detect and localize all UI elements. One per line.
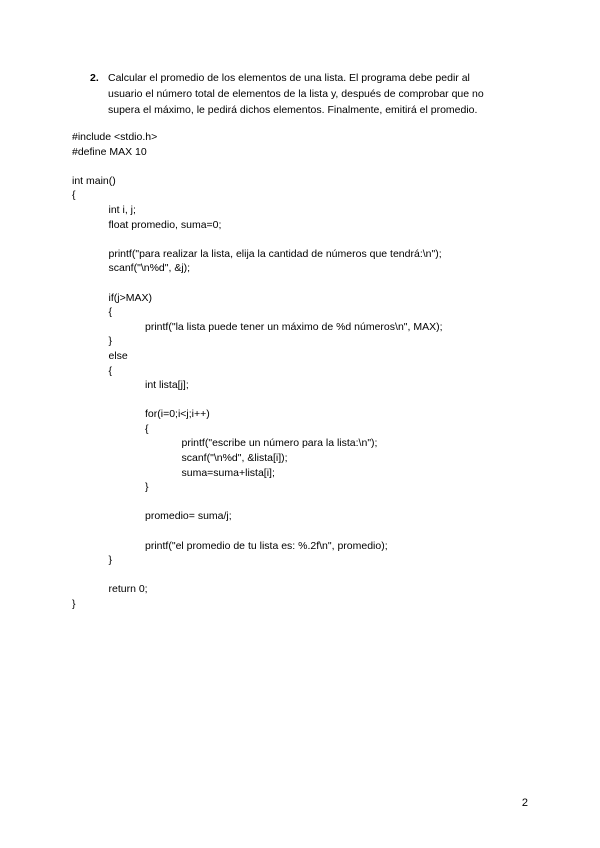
code-line: return 0;: [108, 583, 148, 596]
code-line: int i, j;: [108, 203, 136, 216]
code-line: scanf("\n%d", &lista[i]);: [181, 452, 288, 465]
code-line: for(i=0;i<j;i++): [145, 408, 210, 421]
code-line: #include <stdio.h>: [72, 131, 158, 143]
code-line: }: [72, 598, 76, 610]
code-line: int lista[j];: [145, 379, 189, 392]
code-line: float promedio, suma=0;: [108, 218, 222, 231]
code-line: printf("para realizar la lista, elija la cantidad de números que tendrá:\n");: [108, 247, 442, 260]
code-line: [72, 232, 443, 247]
code-line: int main(): [72, 174, 116, 187]
exercise-line: Calcular el promedio de los elementos de una lista. El programa debe pedir al: [108, 72, 470, 84]
code-line: #define MAX 10: [72, 145, 147, 158]
code-line: {: [108, 306, 113, 319]
code-line: printf("la lista puede tener un máximo de %d números\n", MAX);: [145, 320, 443, 333]
code-line: [72, 393, 443, 408]
page-number: 2: [521, 797, 528, 809]
exercise-number: 2.: [90, 72, 99, 84]
code-line: [72, 568, 443, 583]
exercise-line: supera el máximo, le pedirá dichos elementos. Finalmente, emitirá el promedio.: [108, 104, 478, 116]
code-line: [72, 524, 443, 539]
code-listing: [72, 130, 443, 612]
exercise-line: usuario el número total de elementos de la lista y, después de comprobar que no: [108, 88, 484, 100]
code-line: printf("el promedio de tu lista es: %.2f\n", promedio);: [145, 539, 388, 552]
code-line: else: [108, 349, 128, 362]
code-line: scanf("\n%d", &j);: [108, 262, 191, 275]
code-line: }: [108, 335, 113, 348]
code-line: promedio= suma/j;: [145, 510, 232, 523]
code-line: if(j>MAX): [108, 291, 152, 304]
code-line: }: [108, 554, 113, 567]
code-line: {: [108, 364, 113, 377]
exercise-text: [108, 70, 518, 118]
code-line: }: [145, 481, 149, 494]
code-line: [72, 159, 443, 174]
code-line: {: [145, 422, 149, 435]
code-line: {: [72, 189, 76, 202]
code-line: [72, 276, 443, 291]
code-line: suma=suma+lista[i];: [181, 466, 275, 479]
code-line: [72, 495, 443, 510]
code-line: printf("escribe un número para la lista:\n");: [181, 437, 378, 450]
